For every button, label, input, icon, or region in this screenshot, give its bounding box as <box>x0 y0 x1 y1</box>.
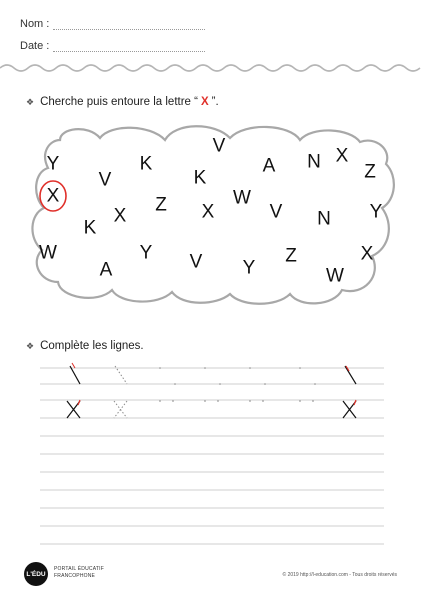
cloud-letter[interactable]: Z <box>155 194 167 216</box>
guide-dot <box>262 400 264 402</box>
guide-dot <box>204 400 206 402</box>
logo-badge: L'ÉDU <box>24 562 48 586</box>
cloud-letter[interactable]: X <box>201 201 215 223</box>
cloud-letter[interactable]: W <box>326 265 344 287</box>
guide-dot <box>159 400 161 402</box>
guide-dot <box>219 383 221 385</box>
logo <box>24 562 104 586</box>
cloud-letter[interactable]: Y <box>369 201 383 223</box>
guide-dot <box>314 383 316 385</box>
guide-dot <box>249 400 251 402</box>
cloud-letter[interactable]: Y <box>46 153 60 175</box>
model-stroke <box>345 366 356 384</box>
guide-dot <box>299 367 301 369</box>
bullet-icon: ❖ <box>26 97 35 107</box>
target-letter: X <box>200 96 209 108</box>
cloud-letter[interactable]: K <box>83 217 97 239</box>
guide-dot <box>172 400 174 402</box>
guide-dot <box>217 400 219 402</box>
trace-stroke <box>115 366 127 384</box>
cloud-letter[interactable]: V <box>212 135 226 157</box>
cloud-letter[interactable]: X <box>113 205 127 227</box>
guide-dot <box>264 383 266 385</box>
cloud-letter[interactable]: A <box>99 259 113 281</box>
cloud-letter[interactable]: V <box>269 201 283 223</box>
guide-dot <box>299 400 301 402</box>
guide-dot <box>249 367 251 369</box>
cloud-letter[interactable]: W <box>39 242 57 264</box>
cloud-letter[interactable]: W <box>233 187 251 209</box>
start-mark <box>72 363 75 368</box>
cloud-letter[interactable]: K <box>139 153 153 175</box>
guide-dot <box>174 383 176 385</box>
instruction-text-before: Cherche puis entoure la lettre “ <box>40 96 198 108</box>
instruction-text-after: ”. <box>211 96 219 108</box>
cloud-letter[interactable]: N <box>307 151 321 173</box>
date-label: Date : <box>20 40 50 52</box>
instruction-text: Complète les lignes. <box>40 340 144 352</box>
logo-subtitle: PORTAIL ÉDUCATIF FRANCOPHONE <box>54 566 104 579</box>
guide-dot <box>204 367 206 369</box>
model-stroke <box>70 366 80 384</box>
cloud-letter[interactable]: Z <box>285 245 297 267</box>
cloud-letter[interactable]: V <box>98 169 112 191</box>
name-label: Nom : <box>20 18 50 30</box>
cloud-letter[interactable]: Y <box>139 242 153 264</box>
cloud-letter[interactable]: K <box>193 167 207 189</box>
cloud-letter[interactable]: N <box>317 208 331 230</box>
cloud-letter[interactable]: X <box>360 243 374 265</box>
cloud-letter[interactable]: V <box>189 251 203 273</box>
cloud-letter[interactable]: Y <box>242 257 256 279</box>
guide-dot <box>312 400 314 402</box>
cloud-letter[interactable]: A <box>262 155 276 177</box>
cloud-letter[interactable]: X <box>335 145 349 167</box>
cloud-letter[interactable]: X <box>46 185 60 207</box>
cloud-letter[interactable]: Z <box>364 161 376 183</box>
guide-dot <box>159 367 161 369</box>
copyright: © 2019 http://l-education.com - Tous droits réservés <box>282 572 397 578</box>
bullet-icon: ❖ <box>26 341 35 351</box>
